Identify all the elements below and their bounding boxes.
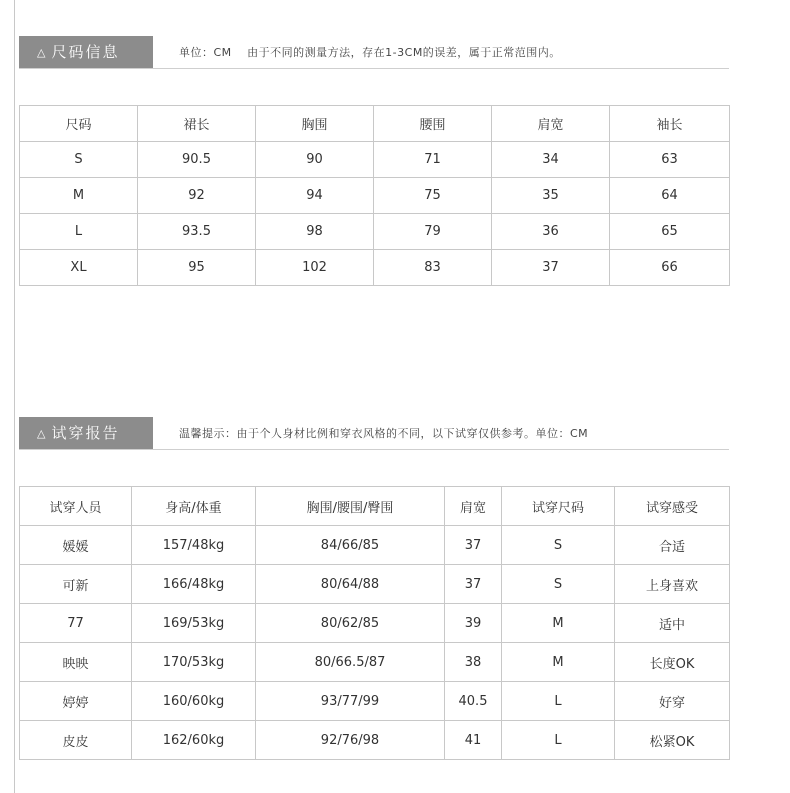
table-cell: 40.5 bbox=[445, 682, 502, 721]
table-row bbox=[20, 721, 730, 760]
size-header-cell: 肩宽 bbox=[492, 106, 610, 142]
table-cell: 66 bbox=[610, 250, 730, 286]
table-row bbox=[20, 565, 730, 604]
table-cell: 84/66/85 bbox=[256, 526, 445, 565]
table-cell: XL bbox=[20, 250, 138, 286]
fit-header-cell: 身高/体重 bbox=[132, 487, 256, 526]
fit-header-cell: 肩宽 bbox=[445, 487, 502, 526]
size-table-header-row bbox=[20, 106, 730, 142]
size-section-note: 单位：CM 由于不同的测量方法，存在1-3CM的误差，属于正常范围内。 bbox=[179, 46, 561, 59]
fit-header-cell: 试穿人员 bbox=[20, 487, 132, 526]
table-cell: 93/77/99 bbox=[256, 682, 445, 721]
table-cell: 162/60kg bbox=[132, 721, 256, 760]
table-cell: 婷婷 bbox=[20, 682, 132, 721]
table-cell: 65 bbox=[610, 214, 730, 250]
table-cell: 38 bbox=[445, 643, 502, 682]
table-cell: 37 bbox=[492, 250, 610, 286]
table-cell: 79 bbox=[374, 214, 492, 250]
fit-section-note: 温馨提示：由于个人身材比例和穿衣风格的不同，以下试穿仅供参考。单位：CM bbox=[179, 427, 589, 440]
table-cell: 166/48kg bbox=[132, 565, 256, 604]
table-cell: 77 bbox=[20, 604, 132, 643]
table-cell: L bbox=[502, 721, 615, 760]
table-cell: 170/53kg bbox=[132, 643, 256, 682]
size-header-cell: 袖长 bbox=[610, 106, 730, 142]
table-cell: 102 bbox=[256, 250, 374, 286]
triangle-icon: △ bbox=[37, 46, 46, 59]
table-cell: 92/76/98 bbox=[256, 721, 445, 760]
table-cell: 37 bbox=[445, 565, 502, 604]
table-row bbox=[20, 682, 730, 721]
size-header-cell: 腰围 bbox=[374, 106, 492, 142]
table-cell: 169/53kg bbox=[132, 604, 256, 643]
table-cell: S bbox=[20, 142, 138, 178]
table-cell: 映映 bbox=[20, 643, 132, 682]
table-cell: 90.5 bbox=[138, 142, 256, 178]
table-cell: M bbox=[20, 178, 138, 214]
table-cell: 80/64/88 bbox=[256, 565, 445, 604]
table-cell: 71 bbox=[374, 142, 492, 178]
table-cell: 适中 bbox=[615, 604, 730, 643]
table-cell: 98 bbox=[256, 214, 374, 250]
fit-table-header-row bbox=[20, 487, 730, 526]
table-row bbox=[20, 178, 730, 214]
table-cell: 34 bbox=[492, 142, 610, 178]
fit-section-title: 试穿报告 bbox=[51, 424, 120, 442]
table-cell: L bbox=[20, 214, 138, 250]
size-section-title: 尺码信息 bbox=[51, 43, 120, 61]
table-row bbox=[20, 250, 730, 286]
table-cell: 92 bbox=[138, 178, 256, 214]
table-row bbox=[20, 604, 730, 643]
table-cell: M bbox=[502, 604, 615, 643]
table-row bbox=[20, 142, 730, 178]
table-cell: 合适 bbox=[615, 526, 730, 565]
table-row bbox=[20, 643, 730, 682]
table-cell: 64 bbox=[610, 178, 730, 214]
table-cell: 80/66.5/87 bbox=[256, 643, 445, 682]
table-cell: 39 bbox=[445, 604, 502, 643]
table-cell: 好穿 bbox=[615, 682, 730, 721]
table-cell: 36 bbox=[492, 214, 610, 250]
table-row bbox=[20, 214, 730, 250]
size-section-header bbox=[19, 36, 729, 69]
table-cell: 63 bbox=[610, 142, 730, 178]
table-cell: S bbox=[502, 526, 615, 565]
table-cell: 93.5 bbox=[138, 214, 256, 250]
table-cell: 长度OK bbox=[615, 643, 730, 682]
table-cell: 41 bbox=[445, 721, 502, 760]
table-cell: 160/60kg bbox=[132, 682, 256, 721]
table-cell: 35 bbox=[492, 178, 610, 214]
table-cell: 83 bbox=[374, 250, 492, 286]
table-cell: 皮皮 bbox=[20, 721, 132, 760]
table-cell: 157/48kg bbox=[132, 526, 256, 565]
table-cell: 松紧OK bbox=[615, 721, 730, 760]
fit-header-cell: 胸围/腰围/臀围 bbox=[256, 487, 445, 526]
table-cell: 上身喜欢 bbox=[615, 565, 730, 604]
triangle-icon: △ bbox=[37, 427, 46, 440]
table-cell: 95 bbox=[138, 250, 256, 286]
table-cell: 80/62/85 bbox=[256, 604, 445, 643]
table-cell: L bbox=[502, 682, 615, 721]
size-header-cell: 尺码 bbox=[20, 106, 138, 142]
fit-header-cell: 试穿尺码 bbox=[502, 487, 615, 526]
table-cell: 可新 bbox=[20, 565, 132, 604]
size-header-cell: 裙长 bbox=[138, 106, 256, 142]
table-cell: 媛媛 bbox=[20, 526, 132, 565]
table-cell: 37 bbox=[445, 526, 502, 565]
fit-section-header bbox=[19, 417, 729, 450]
table-cell: S bbox=[502, 565, 615, 604]
fit-header-cell: 试穿感受 bbox=[615, 487, 730, 526]
left-border-line bbox=[14, 0, 15, 793]
table-row bbox=[20, 526, 730, 565]
fit-section-tag bbox=[19, 417, 153, 449]
size-header-cell: 胸围 bbox=[256, 106, 374, 142]
table-cell: M bbox=[502, 643, 615, 682]
fit-report-table bbox=[19, 486, 730, 760]
table-cell: 94 bbox=[256, 178, 374, 214]
table-cell: 75 bbox=[374, 178, 492, 214]
size-section-tag bbox=[19, 36, 153, 68]
table-cell: 90 bbox=[256, 142, 374, 178]
size-table bbox=[19, 105, 730, 286]
